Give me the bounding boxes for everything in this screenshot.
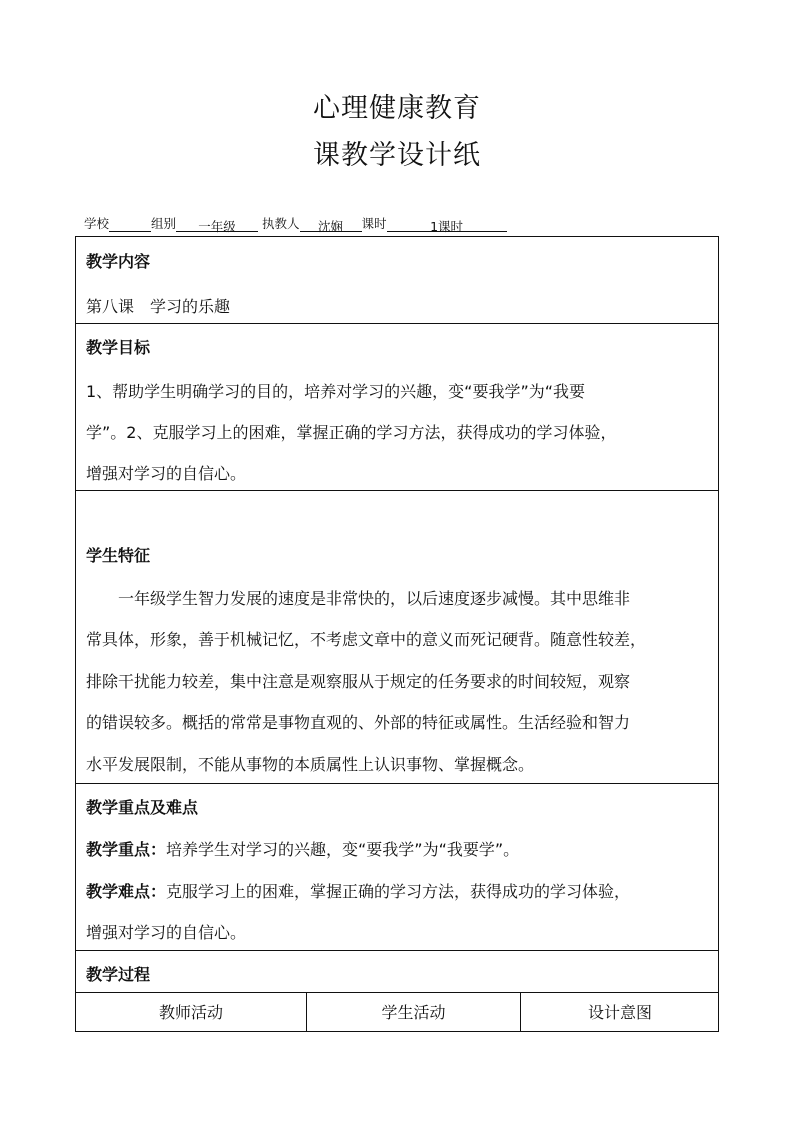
column-design-intent: 设计意图 bbox=[587, 1003, 652, 1022]
lesson-plan-table bbox=[75, 236, 719, 1032]
row-divider bbox=[76, 783, 718, 784]
focus-label: 教学重点： bbox=[86, 840, 167, 859]
goals-heading: 教学目标 bbox=[86, 338, 151, 357]
students-heading: 学生特征 bbox=[86, 546, 151, 565]
goals-line: 增强对学习的自信心。 bbox=[86, 464, 247, 483]
content-text: 第八课 学习的乐趣 bbox=[86, 297, 231, 316]
students-line: 水平发展限制，不能从事物的本质属性上认识事物、掌握概念。 bbox=[86, 755, 535, 774]
focus-line bbox=[86, 837, 519, 860]
period-label: 课时 bbox=[361, 216, 387, 231]
goals-line: 1、帮助学生明确学习的目的，培养对学习的兴趣，变“要我学”为“我要 bbox=[86, 382, 586, 401]
school-label: 学校 bbox=[84, 216, 110, 231]
students-line: 常具体，形象，善于机械记忆，不考虑文章中的意义而死记硬背。随意性较差， bbox=[86, 630, 647, 649]
group-value: 一年级 bbox=[176, 217, 258, 232]
row-divider bbox=[76, 950, 718, 951]
keypoints-heading: 教学重点及难点 bbox=[86, 798, 199, 817]
difficulty-line-2: 增强对学习的自信心。 bbox=[86, 923, 247, 942]
students-line: 排除干扰能力较差，集中注意是观察服从于规定的任务要求的时间较短，观察 bbox=[86, 672, 631, 691]
info-line bbox=[84, 214, 507, 232]
document-title-line1: 心理健康教育 bbox=[313, 93, 481, 124]
students-line: 一年级学生智力发展的速度是非常快的，以后速度逐步减慢。其中思维非 bbox=[118, 589, 631, 608]
focus-text: 培养学生对学习的兴趣，变“要我学”为“我要学”。 bbox=[166, 840, 520, 859]
row-divider bbox=[76, 490, 718, 491]
document-title-line2: 课教学设计纸 bbox=[313, 140, 481, 171]
difficulty-text: 克服学习上的困难，掌握正确的学习方法，获得成功的学习体验， bbox=[166, 882, 631, 901]
goals-line: 学”。2、克服学习上的困难，掌握正确的学习方法，获得成功的学习体验， bbox=[86, 423, 617, 442]
period-value: 1课时 bbox=[387, 217, 507, 232]
group-label: 组别 bbox=[151, 216, 177, 231]
difficulty-line bbox=[86, 879, 630, 902]
teacher-value: 沈娴 bbox=[300, 217, 362, 232]
teacher-label: 执教人 bbox=[262, 216, 300, 231]
column-student-activity: 学生活动 bbox=[381, 1003, 446, 1022]
school-value bbox=[109, 217, 151, 232]
content-heading: 教学内容 bbox=[86, 252, 151, 271]
column-teacher-activity: 教师活动 bbox=[158, 1003, 223, 1022]
difficulty-label: 教学难点： bbox=[86, 882, 167, 901]
row-divider bbox=[76, 323, 718, 324]
students-line: 的错误较多。概括的常常是事物直观的、外部的特征或属性。生活经验和智力 bbox=[86, 713, 631, 732]
process-heading: 教学过程 bbox=[86, 965, 151, 984]
